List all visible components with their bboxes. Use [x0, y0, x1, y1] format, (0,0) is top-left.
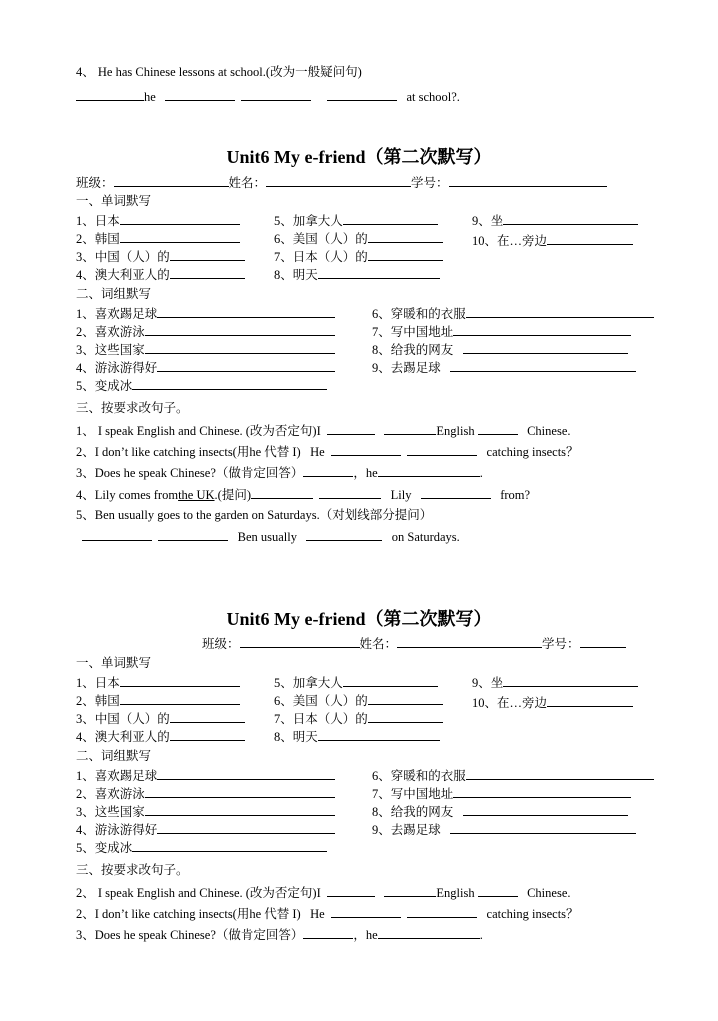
answer-blank[interactable]: [478, 884, 518, 897]
phrase-item: [372, 359, 636, 376]
blank[interactable]: [165, 88, 235, 101]
word-label: 10、在…旁边: [472, 234, 548, 248]
word-item: [76, 230, 240, 247]
phrase-label: 8、给我的网友: [372, 343, 454, 357]
sentence-1: [76, 422, 571, 439]
blank[interactable]: [76, 88, 144, 101]
phrase-item: [76, 341, 335, 358]
phrase-label: 9、去踢足球: [372, 361, 441, 375]
answer-blank[interactable]: [327, 422, 375, 435]
phrase-label: 7、写中国地址: [372, 787, 454, 801]
phrase-item: [372, 821, 636, 838]
sentence-2: [76, 443, 579, 460]
answer-blank[interactable]: [318, 728, 440, 741]
student-info-row: [76, 174, 607, 191]
answer-blank[interactable]: [327, 884, 375, 897]
answer-blank[interactable]: [368, 692, 443, 705]
word-item: [76, 674, 240, 691]
sentence-3: [76, 464, 483, 481]
word-label: 9、坐: [472, 676, 504, 690]
phrase-label: 2、喜欢游泳: [76, 787, 145, 801]
answer-blank[interactable]: [319, 486, 381, 499]
sentence-text: 4、Lily comes from: [76, 488, 179, 502]
phrase-item: [372, 785, 631, 802]
answer-blank[interactable]: [407, 905, 477, 918]
phrase-item: [372, 767, 654, 784]
word-label: 5、加拿大人: [274, 214, 343, 228]
answer-blank[interactable]: [478, 422, 518, 435]
answer-blank[interactable]: [331, 905, 401, 918]
word-label: 1、日本: [76, 676, 120, 690]
sentence-word: catching insects？: [486, 907, 579, 921]
phrase-label: 1、喜欢踢足球: [76, 769, 158, 783]
sentence-word: .(提问): [214, 488, 251, 502]
word-item: [76, 710, 245, 727]
part-2-heading: 二、词组默写: [76, 749, 152, 763]
phrase-label: 4、游泳游得好: [76, 361, 158, 375]
answer-blank[interactable]: [318, 266, 440, 279]
sentence-text: 2、 I speak English and Chinese. (改为否定句)I: [76, 886, 321, 900]
class-field[interactable]: [240, 635, 360, 648]
answer-blank[interactable]: [368, 230, 443, 243]
phrase-label: 3、这些国家: [76, 805, 145, 819]
answer-blank[interactable]: [503, 674, 638, 687]
sentence-text: 3、Does he speak Chinese?（做肯定回答）: [76, 466, 304, 480]
phrase-label: 6、穿暖和的衣服: [372, 307, 466, 321]
word-label: 2、韩国: [76, 694, 120, 708]
answer-blank[interactable]: [157, 359, 335, 372]
word-item: [472, 212, 638, 229]
answer-blank[interactable]: [368, 710, 443, 723]
number-field[interactable]: [580, 635, 626, 648]
sentence-5: [76, 507, 432, 523]
word-label: 10、在…旁边: [472, 696, 548, 710]
word-label: 1、日本: [76, 214, 120, 228]
word-label: 5、加拿大人: [274, 676, 343, 690]
sentence-1: [76, 884, 571, 901]
answer-blank[interactable]: [378, 926, 480, 939]
word-label: 3、中国（人）的: [76, 712, 170, 726]
name-label: 姓名：: [228, 176, 267, 190]
word-item: [76, 266, 245, 283]
name-label: 姓名：: [359, 637, 398, 651]
answer-blank[interactable]: [378, 464, 480, 477]
sentence-word: English: [436, 424, 475, 438]
phrase-label: 9、去踢足球: [372, 823, 441, 837]
answer-blank[interactable]: [466, 767, 654, 780]
phrase-item: [76, 359, 335, 376]
word-item: [274, 266, 440, 283]
word-item: [274, 710, 443, 727]
answer-blank[interactable]: [120, 692, 240, 705]
part-1-heading: 一、单词默写: [76, 656, 152, 670]
phrase-item: [372, 305, 654, 322]
sentence-text: 3、Does he speak Chinese?（做肯定回答）: [76, 928, 304, 942]
word-item: [274, 230, 443, 247]
phrase-item: [372, 803, 628, 820]
answer-blank[interactable]: [463, 803, 628, 816]
word-label: 8、明天: [274, 268, 318, 282]
blank[interactable]: [241, 88, 311, 101]
word-item: [76, 212, 240, 229]
answer-blank[interactable]: [132, 839, 327, 852]
word-item: [274, 728, 440, 745]
word-item: [472, 694, 633, 711]
word-label: 4、澳大利亚人的: [76, 730, 170, 744]
answer-blank[interactable]: [157, 767, 335, 780]
phrase-label: 7、写中国地址: [372, 325, 454, 339]
phrase-item: [76, 377, 327, 394]
answer-blank[interactable]: [120, 674, 240, 687]
phrase-item: [76, 323, 335, 340]
answer-blank[interactable]: [331, 443, 401, 456]
sentence-word: ，he: [353, 928, 378, 942]
word-item: [76, 728, 245, 745]
phrase-item: [76, 839, 327, 856]
word-label: 2、韩国: [76, 232, 120, 246]
number-label: 学号：: [542, 637, 580, 651]
phrase-item: [372, 341, 628, 358]
phrase-label: 8、给我的网友: [372, 805, 454, 819]
phrase-item: [76, 767, 335, 784]
word-label: 6、美国（人）的: [274, 694, 368, 708]
answer-blank[interactable]: [145, 323, 335, 336]
word-label: 6、美国（人）的: [274, 232, 368, 246]
phrase-label: 4、游泳游得好: [76, 823, 158, 837]
sentence-word: Ben usually: [237, 530, 297, 544]
sentence-5-answer: [82, 528, 460, 545]
word-item: [274, 692, 443, 709]
phrase-item: [76, 821, 335, 838]
blank[interactable]: [327, 88, 397, 101]
sentence-word: He: [310, 907, 325, 921]
answer-blank[interactable]: [158, 528, 228, 541]
sentence-word: from?: [500, 488, 531, 502]
word-label: 3、中国（人）的: [76, 250, 170, 264]
sentence-word: He: [310, 445, 325, 459]
sentence-text: 5、Ben usually goes to the garden on Saturdays.（对划线部分提问）: [76, 508, 433, 522]
phrase-item: [372, 323, 631, 340]
word-label: 7、日本（人）的: [274, 250, 368, 264]
sentence-word: on Saturdays.: [391, 530, 460, 544]
sentence-word: Lily: [390, 488, 412, 502]
phrase-label: 3、这些国家: [76, 343, 145, 357]
name-field[interactable]: [266, 174, 411, 187]
answer-blank[interactable]: [157, 305, 335, 318]
word-item: [472, 674, 638, 691]
answer-blank[interactable]: [343, 674, 438, 687]
word-item: [274, 248, 443, 265]
worksheet-title: Unit6 My e-friend（第二次默写）: [226, 609, 492, 629]
answer-blank[interactable]: [303, 926, 353, 939]
answer-blank[interactable]: [170, 266, 245, 279]
answer-blank[interactable]: [306, 528, 382, 541]
answer-blank[interactable]: [463, 341, 628, 354]
sentence-4: [76, 486, 530, 503]
word-end: at school?.: [406, 90, 460, 104]
student-info-row: [202, 635, 626, 652]
answer-blank[interactable]: [157, 821, 335, 834]
answer-blank[interactable]: [384, 422, 436, 435]
sentence-2: [76, 905, 579, 922]
phrase-item: [76, 785, 335, 802]
worksheet-title: Unit6 My e-friend（第二次默写）: [226, 147, 492, 167]
part-1-heading: 一、单词默写: [76, 194, 152, 208]
sentence-text: 1、 I speak English and Chinese. (改为否定句)I: [76, 424, 321, 438]
name-field[interactable]: [397, 635, 542, 648]
answer-blank[interactable]: [170, 710, 245, 723]
word-item: [274, 212, 438, 229]
answer-blank[interactable]: [120, 212, 240, 225]
answer-blank[interactable]: [450, 359, 636, 372]
answer-blank[interactable]: [132, 377, 327, 390]
sentence-3: [76, 926, 483, 943]
sentence-word: catching insects？: [486, 445, 579, 459]
number-label: 学号：: [411, 176, 449, 190]
sentence-word: .: [479, 466, 483, 480]
question-4-answer: [76, 88, 460, 105]
answer-blank[interactable]: [145, 785, 335, 798]
answer-blank[interactable]: [421, 486, 491, 499]
question-text: 4、 He has Chinese lessons at school.(改为一般疑问句): [76, 65, 362, 79]
sentence-word: ，he: [353, 466, 378, 480]
word-item: [76, 248, 245, 265]
answer-blank[interactable]: [368, 248, 443, 261]
phrase-item: [76, 305, 335, 322]
word-label: 8、明天: [274, 730, 318, 744]
underlined-phrase: the UK: [178, 488, 215, 502]
word-item: [274, 674, 438, 691]
word-item: [472, 232, 633, 249]
answer-blank[interactable]: [453, 323, 631, 336]
sentence-text: 2、I don’t like catching insects(用he 代替 I): [76, 907, 301, 921]
phrase-label: 6、穿暖和的衣服: [372, 769, 466, 783]
answer-blank[interactable]: [450, 821, 636, 834]
class-label: 班级：: [76, 176, 114, 190]
answer-blank[interactable]: [145, 803, 335, 816]
answer-blank[interactable]: [547, 232, 633, 245]
class-label: 班级：: [202, 637, 240, 651]
sentence-word: Chinese.: [527, 886, 571, 900]
answer-blank[interactable]: [503, 212, 638, 225]
answer-blank[interactable]: [82, 528, 152, 541]
answer-blank[interactable]: [547, 694, 633, 707]
phrase-label: 5、变成冰: [76, 379, 133, 393]
word-label: 7、日本（人）的: [274, 712, 368, 726]
class-field[interactable]: [114, 174, 229, 187]
word-label: 9、坐: [472, 214, 504, 228]
sentence-word: English: [436, 886, 475, 900]
answer-blank[interactable]: [466, 305, 654, 318]
sentence-word: .: [479, 928, 483, 942]
answer-blank[interactable]: [453, 785, 631, 798]
answer-blank[interactable]: [170, 248, 245, 261]
part-3-heading: 三、按要求改句子。: [76, 401, 189, 415]
phrase-item: [76, 803, 335, 820]
answer-blank[interactable]: [145, 341, 335, 354]
phrase-label: 5、变成冰: [76, 841, 133, 855]
sentence-word: Chinese.: [527, 424, 571, 438]
answer-blank[interactable]: [170, 728, 245, 741]
sentence-text: 2、I don’t like catching insects(用he 代替 I): [76, 445, 301, 459]
number-field[interactable]: [449, 174, 607, 187]
part-3-heading: 三、按要求改句子。: [76, 863, 189, 877]
answer-blank[interactable]: [407, 443, 477, 456]
answer-blank[interactable]: [343, 212, 438, 225]
word-he: he: [144, 90, 156, 104]
word-item: [76, 692, 240, 709]
phrase-label: 1、喜欢踢足球: [76, 307, 158, 321]
phrase-label: 2、喜欢游泳: [76, 325, 145, 339]
answer-blank[interactable]: [120, 230, 240, 243]
part-2-heading: 二、词组默写: [76, 287, 152, 301]
question-4: [76, 64, 362, 80]
answer-blank[interactable]: [251, 486, 313, 499]
answer-blank[interactable]: [303, 464, 353, 477]
answer-blank[interactable]: [384, 884, 436, 897]
word-label: 4、澳大利亚人的: [76, 268, 170, 282]
